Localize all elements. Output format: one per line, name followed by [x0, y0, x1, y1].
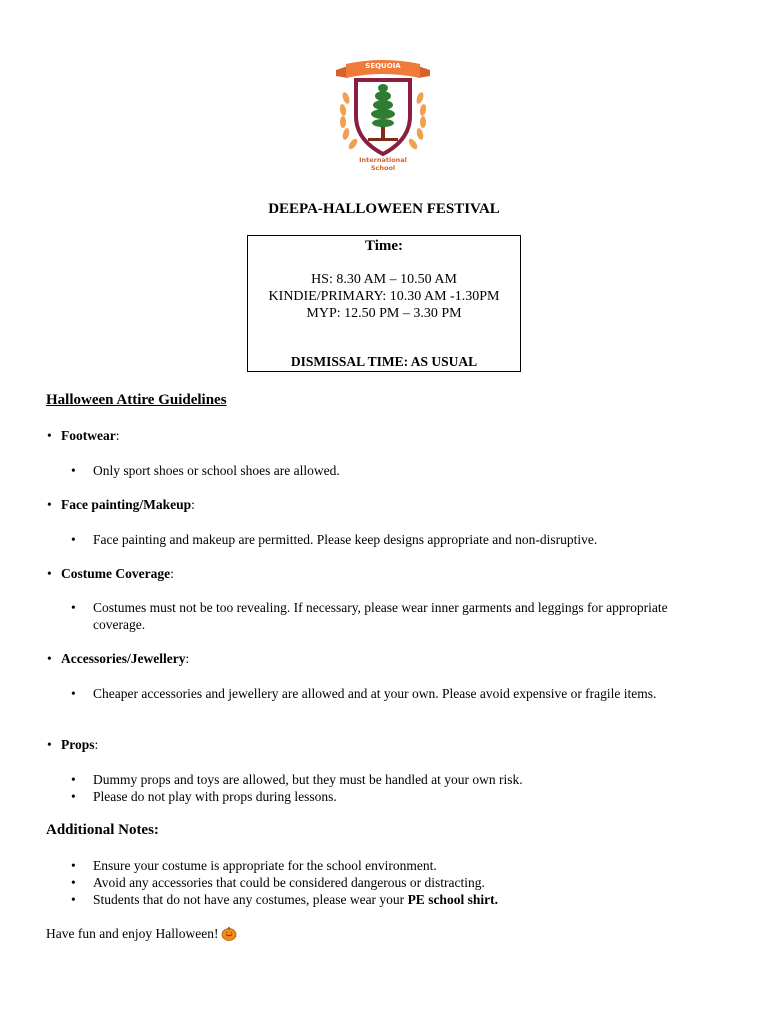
time-line-hs: HS: 8.30 AM – 10.50 AM: [311, 272, 457, 287]
time-box: [247, 235, 521, 372]
section-face-painting: • Face painting/Makeup:: [61, 497, 195, 513]
time-line-myp: MYP: 12.50 PM – 3.30 PM: [306, 306, 462, 321]
time-line-primary: KINDIE/PRIMARY: 10.30 AM -1.30PM: [268, 289, 500, 304]
section-title: Accessories/Jewellery: [61, 651, 186, 666]
list-item: • Costumes must not be too revealing. If necessary, please wear inner garments and leggings for appropriate coverage.: [93, 599, 713, 633]
section-title: Costume Coverage: [61, 566, 171, 581]
school-logo: [334, 58, 432, 174]
section-accessories: • Accessories/Jewellery:: [61, 651, 189, 667]
document-title: DEEPA-HALLOWEEN FESTIVAL: [268, 201, 500, 217]
pumpkin-icon: [221, 925, 237, 945]
list-item: • Please do not play with props during lessons.: [93, 788, 713, 805]
list-item: • Face painting and makeup are permitted. Please keep designs appropriate and non-disruptive.: [93, 531, 713, 548]
pe-shirt-text: PE school shirt.: [407, 892, 498, 907]
closing-line: [46, 925, 237, 945]
notes-heading: Additional Notes:: [46, 822, 159, 838]
list-item: • Dummy props and toys are allowed, but they must be handled at your own risk.: [93, 771, 713, 788]
list-item: • Cheaper accessories and jewellery are allowed and at your own. Please avoid expensive or fragile items.: [93, 685, 713, 702]
section-title: Footwear: [61, 428, 116, 443]
section-title: Props: [61, 737, 95, 752]
section-costume-coverage: • Costume Coverage:: [61, 566, 174, 582]
section-title: Face painting/Makeup: [61, 497, 192, 512]
list-item: • Ensure your costume is appropriate for the school environment.: [93, 857, 713, 874]
list-item: [93, 891, 713, 908]
note-text: Students that do not have any costumes, please wear your: [93, 892, 405, 907]
section-footwear: • Footwear:: [61, 428, 120, 444]
section-props: • Props:: [61, 737, 98, 753]
logo-text-line2: School: [370, 164, 396, 172]
closing-text: Have fun and enjoy Halloween!: [46, 926, 219, 941]
list-item: • Only sport shoes or school shoes are allowed.: [93, 462, 713, 479]
logo-banner-text: SEQUOIA: [365, 62, 401, 70]
list-item: • Avoid any accessories that could be considered dangerous or distracting.: [93, 874, 713, 891]
time-label: Time:: [364, 238, 404, 254]
logo-text-line1: International: [359, 156, 407, 164]
guidelines-heading: Halloween Attire Guidelines: [46, 392, 227, 408]
dismissal-time: DISMISSAL TIME: AS USUAL: [290, 354, 478, 369]
